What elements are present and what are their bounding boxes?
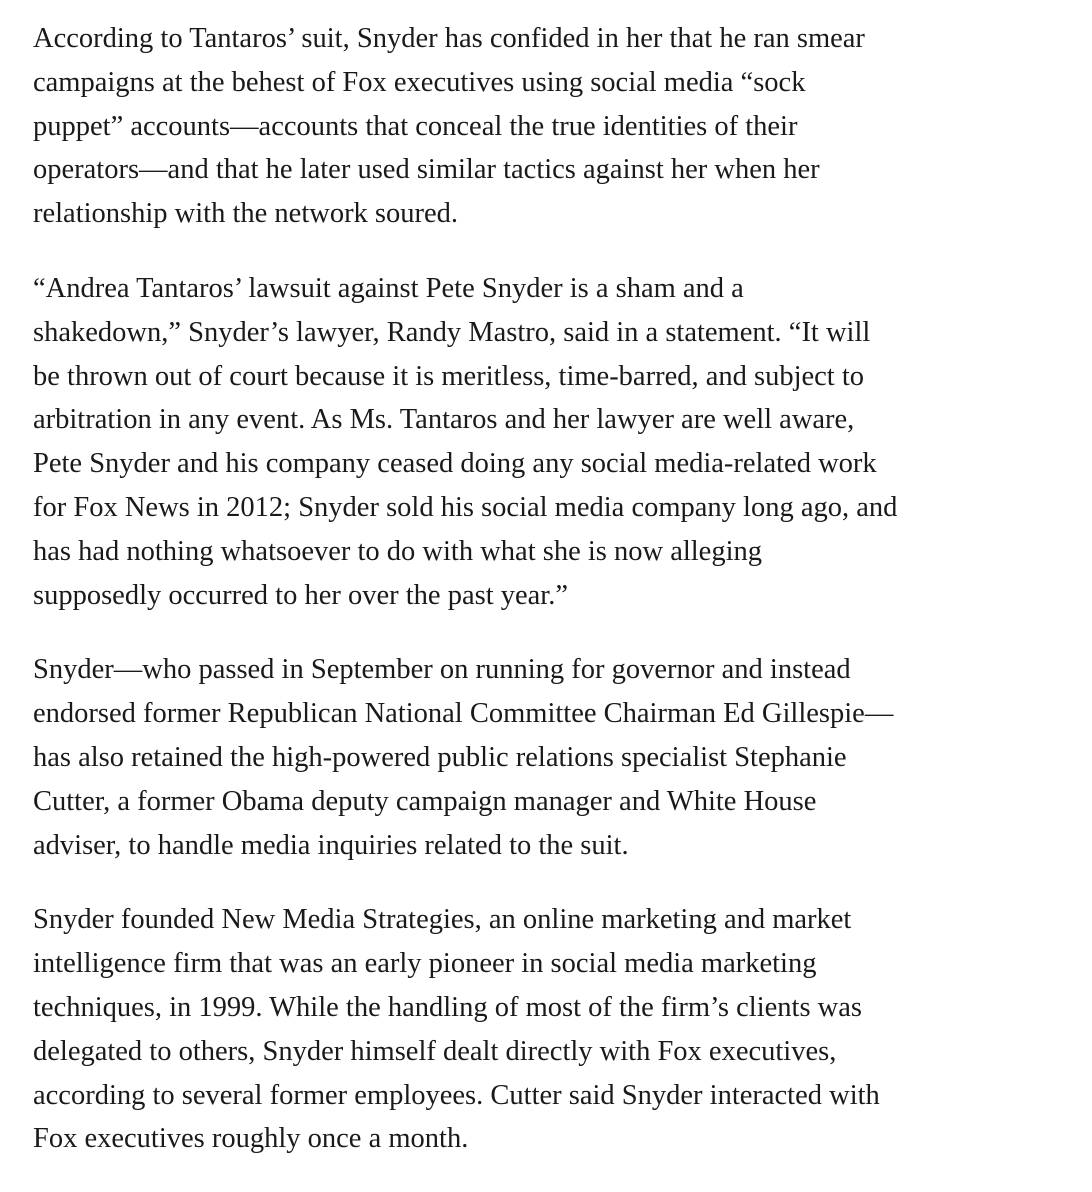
paragraph-line: Pete Snyder and his company ceased doing any social media-related work xyxy=(33,448,877,480)
paragraph-line: intelligence firm that was an early pioneer in social media marketing xyxy=(33,948,817,980)
paragraph-line: relationship with the network soured. xyxy=(33,198,459,230)
paragraph-line: has had nothing whatsoever to do with what she is now alleging xyxy=(33,535,763,567)
paragraph-line: Snyder—who passed in September on running for governor and instead xyxy=(33,654,851,686)
paragraph-line: puppet” accounts—accounts that conceal the true identities of their xyxy=(33,110,798,142)
article-paragraph xyxy=(33,267,1073,617)
paragraph-line: endorsed former Republican National Committee Chairman Ed Gillespie— xyxy=(33,698,894,730)
paragraph-line: Fox executives roughly once a month. xyxy=(33,1123,469,1155)
paragraph-line: delegated to others, Snyder himself dealt directly with Fox executives, xyxy=(33,1035,837,1067)
paragraph-line: campaigns at the behest of Fox executives using social media “sock xyxy=(33,66,806,98)
paragraph-line: has also retained the high-powered public relations specialist Stephanie xyxy=(33,741,847,773)
paragraph-line: shakedown,” Snyder’s lawyer, Randy Mastro, said in a statement. “It will xyxy=(33,316,871,348)
article-paragraph xyxy=(33,898,1073,1161)
paragraph-line: for Fox News in 2012; Snyder sold his social media company long ago, and xyxy=(33,491,898,523)
article-paragraph xyxy=(33,17,1073,236)
paragraph-line: Snyder founded New Media Strategies, an online marketing and market xyxy=(33,904,852,936)
paragraph-line: Cutter, a former Obama deputy campaign manager and White House xyxy=(33,785,817,817)
paragraph-line: According to Tantaros’ suit, Snyder has confided in her that he ran smear xyxy=(33,23,865,54)
paragraph-line: techniques, in 1999. While the handling of most of the firm’s clients was xyxy=(33,991,862,1023)
paragraph-line: operators—and that he later used similar tactics against her when her xyxy=(33,154,820,186)
paragraph-line: adviser, to handle media inquiries related to the suit. xyxy=(33,829,629,861)
paragraph-line: “Andrea Tantaros’ lawsuit against Pete Snyder is a sham and a xyxy=(33,272,744,304)
paragraph-line: arbitration in any event. As Ms. Tantaros and her lawyer are well aware, xyxy=(33,404,855,436)
paragraph-line: according to several former employees. Cutter said Snyder interacted with xyxy=(33,1079,880,1111)
article-body xyxy=(33,17,1073,1192)
paragraph-line: supposedly occurred to her over the past year.” xyxy=(33,579,568,611)
article-paragraph xyxy=(33,648,1073,867)
paragraph-line: be thrown out of court because it is meritless, time-barred, and subject to xyxy=(33,360,865,392)
